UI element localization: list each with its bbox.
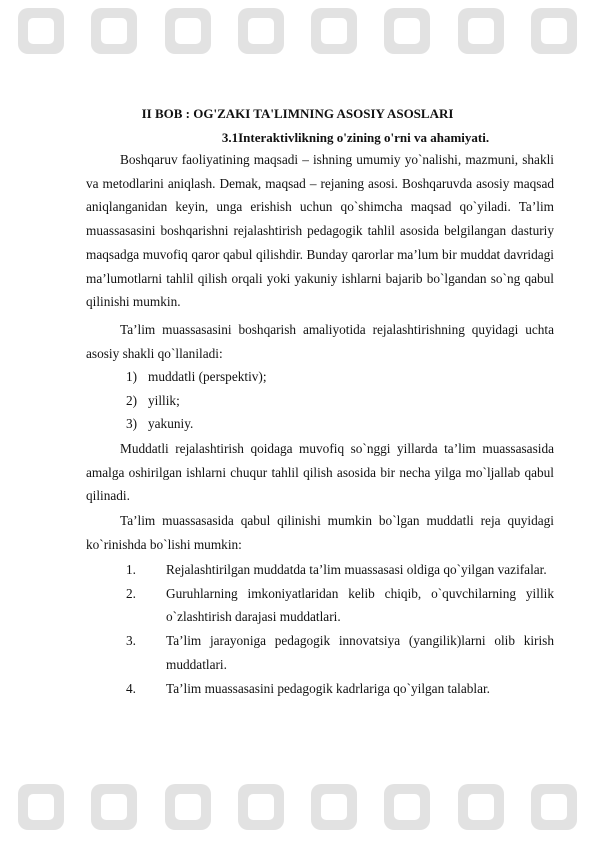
list-item-text: Rejalashtirilgan muddatda ta’lim muassasasi oldiga qo`yilgan vazifalar. <box>166 562 547 577</box>
watermark-logo <box>527 4 581 58</box>
watermark-logo <box>380 4 434 58</box>
list-item <box>126 412 426 436</box>
watermark-logo <box>234 780 288 834</box>
list-item-text: Guruhlarning imkoniyatlaridan kelib chiqib, o`quvchilarning yillik o`zlashtirish darajasi muddatlari. <box>166 585 554 625</box>
paragraph-long-term: Muddatli rejalashtirish qoidaga muvofiq so`nggi yillarda ta’lim muassasasida amalga oshirilgan ishlarni chuqur tahlil qilish asosida bir necha yilga mo`ljallab qabul qilinadi. <box>86 441 554 504</box>
list-item-number: 3. <box>126 633 136 649</box>
list-item-text: yillik; <box>148 392 180 408</box>
watermark-logo <box>161 4 215 58</box>
list-item <box>126 629 554 676</box>
watermark-logo <box>307 780 361 834</box>
paragraph-plan-intro: Ta’lim muassasasida qabul qilinishi mumkin bo`lgan muddatli reja quyidagi ko`rinishda bo`lishi mumkin: <box>86 513 554 552</box>
watermark-logo <box>14 4 68 58</box>
list-item-number: 3) <box>126 416 138 432</box>
watermark-logo <box>527 780 581 834</box>
list-item-number: 2) <box>126 392 138 408</box>
list-item-number: 2. <box>126 585 136 601</box>
watermark-logo <box>454 4 508 58</box>
chapter-title: II BOB : OG'ZAKI TA'LIMNING ASOSIY ASOSLARI <box>141 106 454 121</box>
watermark-logo <box>14 780 68 834</box>
list-item-text: Ta’lim jarayoniga pedagogik innovatsiya (yangilik)larni olib kirish muddatlari. <box>166 633 554 672</box>
paragraph-intro: Boshqaruv faoliyatining maqsadi – ishning umumiy yo`nalishi, mazmuni, shakli va metodlarini aniqlash. Demak, maqsad – rejaning asosi. Boshqaruvda asosiy maqsad aniqlanganidan keyin, unga erishish uchun qo`shimcha maqsad qo`yiladi. Ta’lim muassasasini boshqarishni rejalashtirish pedagogik tahlil asosida belgilangan dasturiy maqsadga muvofiq qaror qabul qilishdir. Bunday qarorlar ma’lum bir muddat davridagi ma’lumotlarni tahlil qilish orqali yoki yakuniy ishlarni bajarib bo`lgandan so`ng qabul qilinishi mumkin. <box>86 152 554 310</box>
watermark-logo <box>87 780 141 834</box>
watermark-logo <box>161 780 215 834</box>
watermark-logo <box>380 780 434 834</box>
list-item <box>126 558 554 582</box>
planning-forms-list <box>126 365 426 436</box>
list-item <box>126 365 426 389</box>
list-item-text: Ta’lim muassasasini pedagogik kadrlariga qo`yilgan talablar. <box>166 680 491 696</box>
list-item-text: yakuniy. <box>148 416 194 432</box>
watermark-row-top <box>0 4 595 64</box>
watermark-logo <box>307 4 361 58</box>
plan-contents-list <box>126 558 554 700</box>
watermark-logo <box>234 4 288 58</box>
paragraph-forms-intro: Ta’lim muassasasini boshqarish amaliyotida rejalashtirishning quyidagi uchta asosiy shakli qo`llaniladi: <box>86 322 554 361</box>
section-title: 3.1Interaktivlikning o'zining o'rni va ahamiyati. <box>221 130 490 145</box>
list-item-number: 4. <box>126 680 136 696</box>
list-item-text: muddatli (perspektiv); <box>148 369 267 384</box>
list-item <box>126 582 554 629</box>
watermark-row-bottom <box>0 780 595 840</box>
list-item-number: 1. <box>126 562 136 577</box>
list-item <box>126 389 426 413</box>
list-item <box>126 677 554 701</box>
watermark-logo <box>87 4 141 58</box>
watermark-logo <box>454 780 508 834</box>
list-item-number: 1) <box>126 369 138 384</box>
